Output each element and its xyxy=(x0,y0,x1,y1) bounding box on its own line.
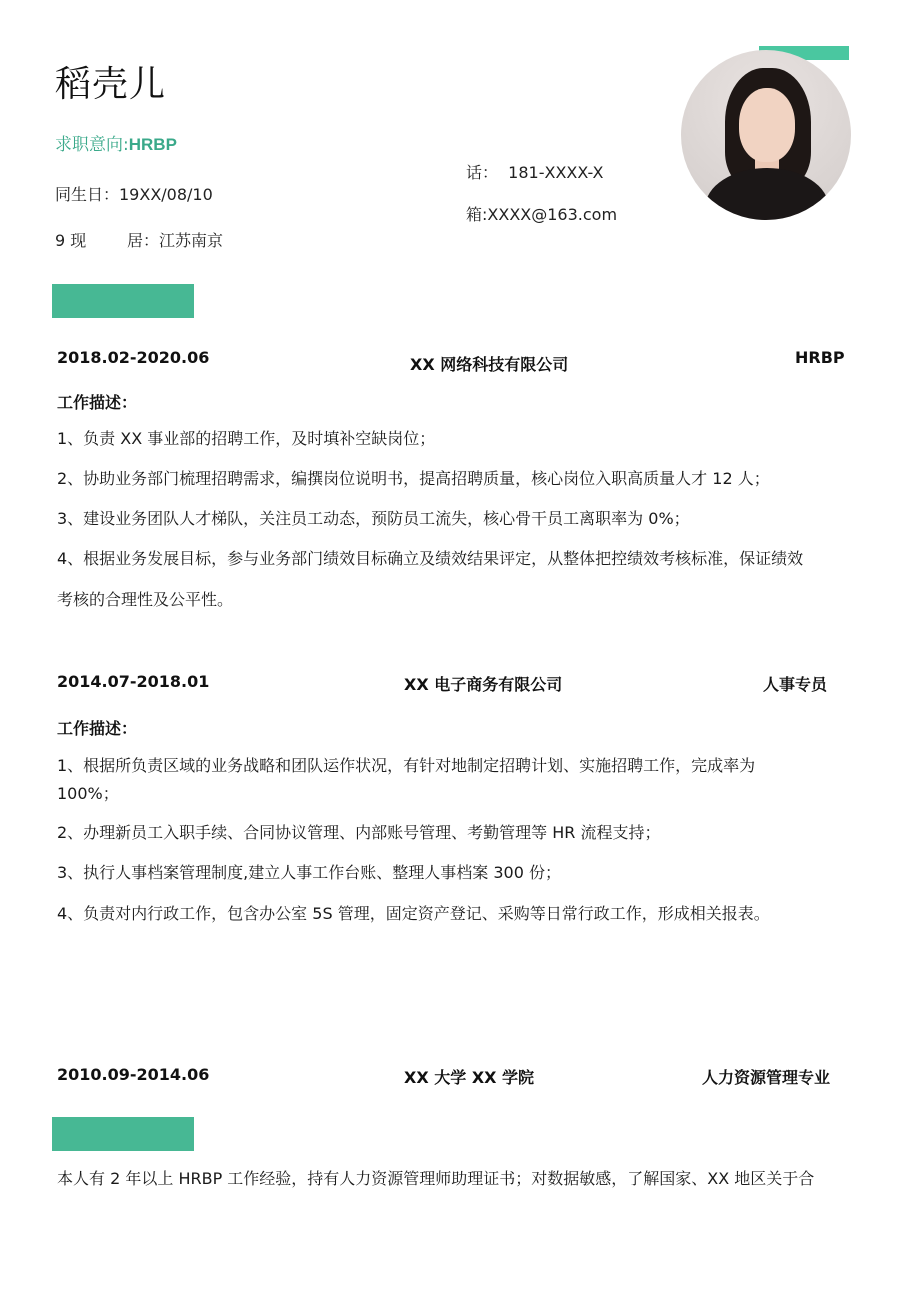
job-desc-item: 3、执行人事档案管理制度,建立人事工作台账、整理人事档案 300 份； xyxy=(57,863,561,882)
job-desc-label: 工作描述： xyxy=(57,393,138,412)
email: 箱:XXXX@163.com xyxy=(466,205,618,224)
job-desc-item: 4、根据业务发展目标，参与业务部门绩效目标确立及绩效结果评定，从整体把控绩效考核标准，保证绩效 xyxy=(57,549,804,568)
avatar xyxy=(681,50,851,220)
birth-date: 同生日：19XX/08/10 xyxy=(55,185,213,204)
education-major: 人力资源管理专业 xyxy=(702,1068,831,1087)
residence: 9 现 居：江苏南京 xyxy=(55,231,223,250)
objective-label: 求职意向: xyxy=(55,135,129,155)
job-desc-item: 2、协助业务部门梳理招聘需求，编撰岗位说明书，提高招聘质量，核心岗位入职高质量人才 12 人； xyxy=(57,469,770,488)
education-date: 2010.09-2014.06 xyxy=(57,1065,210,1084)
job-date: 2018.02-2020.06 xyxy=(57,348,210,367)
job-role: 人事专员 xyxy=(763,675,828,694)
candidate-name: 稻壳儿 xyxy=(55,64,167,105)
job-role: HRBP xyxy=(795,348,845,367)
section-header-bar-work xyxy=(52,284,194,318)
job-company: XX 网络科技有限公司 xyxy=(410,355,569,374)
job-company: XX 电子商务有限公司 xyxy=(404,675,563,694)
phone: 话： 181-XXXX-X xyxy=(466,163,604,182)
summary-text: 本人有 2 年以上 HRBP 工作经验，持有人力资源管理师助理证书；对数据敏感，了解国家、XX 地区关于合 xyxy=(57,1169,815,1188)
job-desc-item: 1、根据所负责区域的业务战略和团队运作状况，有针对地制定招聘计划、实施招聘工作，完成率为 xyxy=(57,756,756,775)
section-header-bar-summary xyxy=(52,1117,194,1151)
job-desc-label: 工作描述： xyxy=(57,719,138,738)
profile-photo xyxy=(681,46,849,224)
job-desc-item: 3、建设业务团队人才梯队，关注员工动态，预防员工流失，核心骨干员工离职率为 0%； xyxy=(57,509,690,528)
job-objective xyxy=(55,130,177,155)
education-school: XX 大学 XX 学院 xyxy=(404,1068,535,1087)
job-date: 2014.07-2018.01 xyxy=(57,672,210,691)
job-desc-item: 1、负责 XX 事业部的招聘工作，及时填补空缺岗位； xyxy=(57,429,436,448)
job-desc-item: 2、办理新员工入职手续、合同协议管理、内部账号管理、考勤管理等 HR 流程支持； xyxy=(57,823,661,842)
objective-value: HRBP xyxy=(128,135,177,154)
job-desc-item: 4、负责对内行政工作，包含办公室 5S 管理，固定资产登记、采购等日常行政工作，形成相关报表。 xyxy=(57,904,770,923)
job-desc-item: 100%； xyxy=(57,784,119,803)
job-desc-item: 考核的合理性及公平性。 xyxy=(57,590,234,609)
